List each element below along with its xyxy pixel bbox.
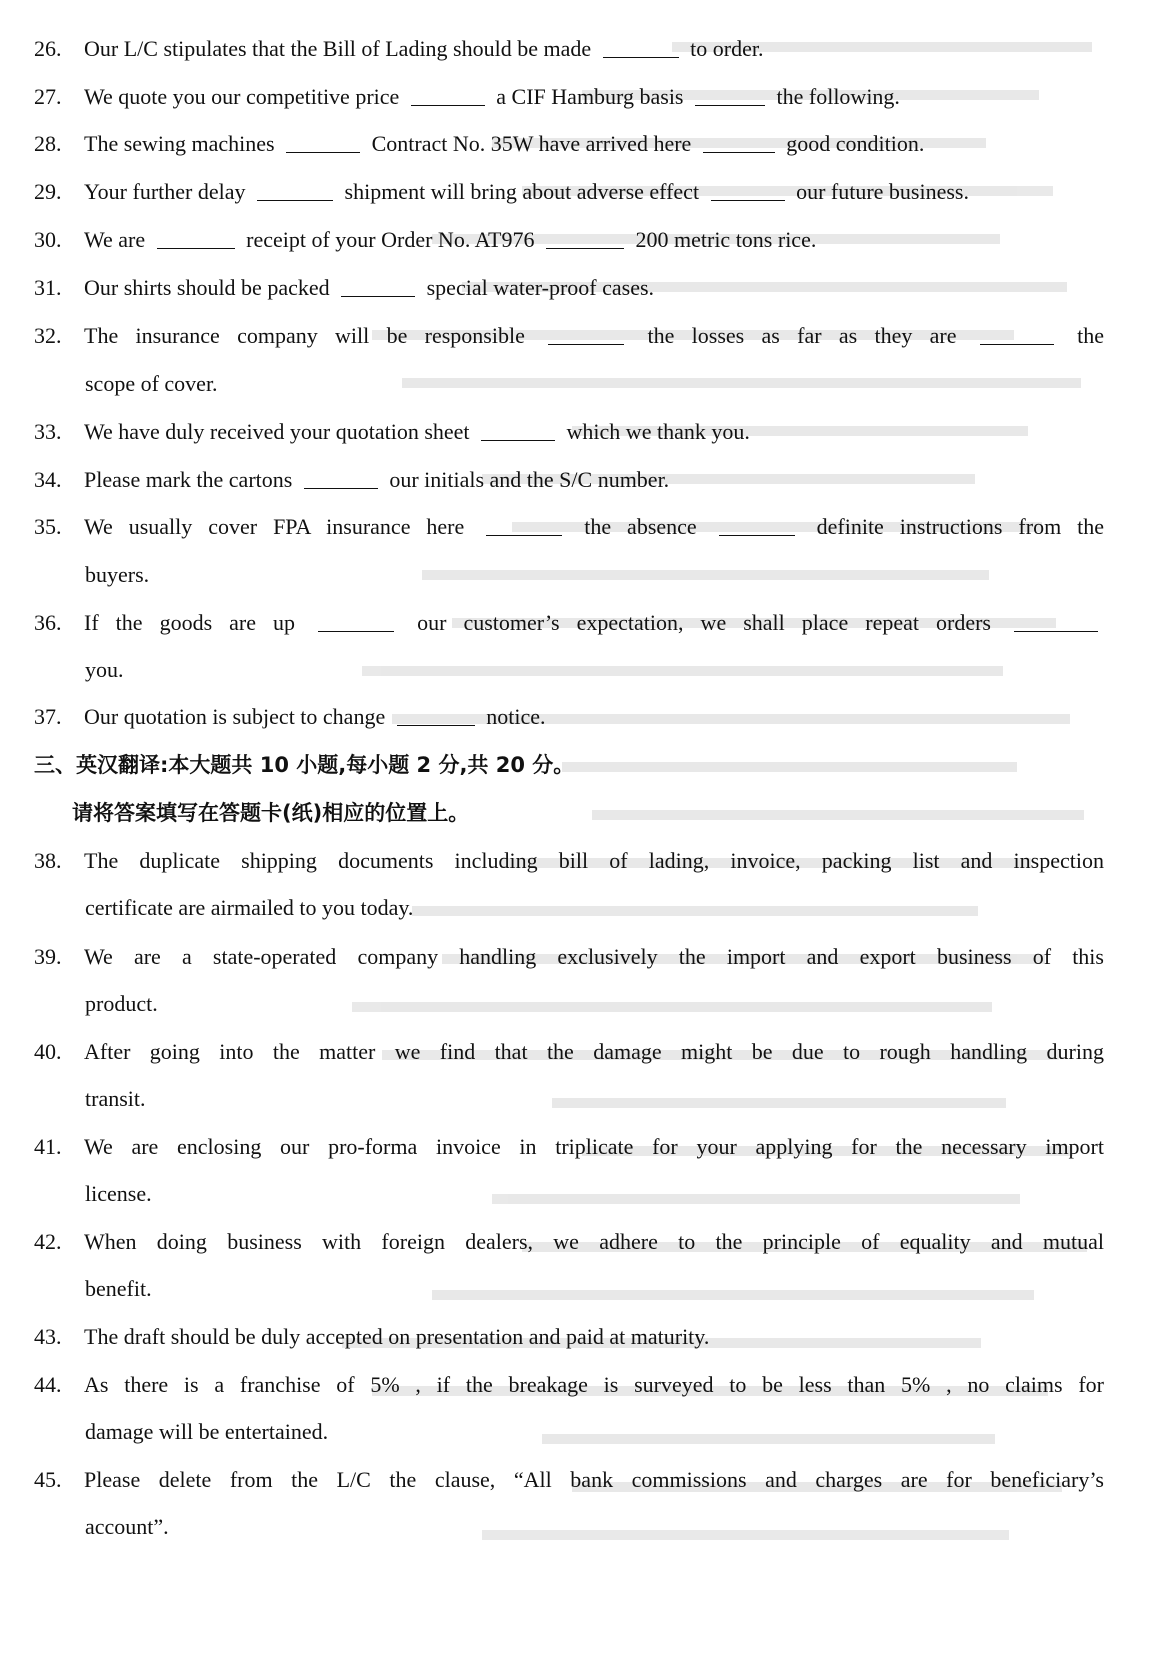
answer-blank[interactable] xyxy=(486,517,562,536)
question-35 xyxy=(34,514,1104,540)
question-text: If the goods are up xyxy=(84,610,296,635)
translation-item-45 xyxy=(34,1467,1104,1493)
question-number: 39. xyxy=(34,944,62,969)
question-text: our customer’s expectation, we shall place repeat orders xyxy=(417,610,991,635)
question-text: receipt of your Order No. AT976 xyxy=(246,227,535,252)
answer-blank[interactable] xyxy=(1014,613,1098,632)
question-number: 30. xyxy=(34,227,62,252)
question-number: 37. xyxy=(34,704,62,729)
translation-continuation: certificate are airmailed to you today. xyxy=(85,895,414,920)
question-number: 43. xyxy=(34,1324,62,1349)
translation-item-39 xyxy=(34,944,1104,970)
question-number: 38. xyxy=(34,848,62,873)
question-number: 28. xyxy=(34,131,62,156)
question-text: the following. xyxy=(776,84,900,109)
translation-sentence: After going into the matter we find that the damage might be due to rough handling during xyxy=(84,1039,1104,1064)
answer-blank[interactable] xyxy=(411,87,485,106)
question-number: 41. xyxy=(34,1134,62,1159)
answer-blank[interactable] xyxy=(546,230,624,249)
question-text: good condition. xyxy=(786,131,925,156)
question-28 xyxy=(34,131,1104,157)
section-instruction: 请将答案填写在答题卡(纸)相应的位置上。 xyxy=(72,801,470,825)
question-text: We quote you our competitive price xyxy=(84,84,400,109)
question-27 xyxy=(34,84,1104,110)
question-text: Your further delay xyxy=(84,179,246,204)
question-text: our future business. xyxy=(796,179,969,204)
question-number: 27. xyxy=(34,84,62,109)
question-37 xyxy=(34,704,1104,730)
question-text: the absence xyxy=(584,514,697,539)
question-text: notice. xyxy=(486,704,546,729)
translation-continuation: license. xyxy=(85,1181,152,1206)
question-text: The sewing machines xyxy=(84,131,275,156)
question-number: 36. xyxy=(34,610,62,635)
question-continuation: buyers. xyxy=(85,562,150,587)
translation-sentence: We are a state-operated company handling exclusively the import and export business of this xyxy=(84,944,1104,969)
answer-blank[interactable] xyxy=(603,39,679,58)
translation-item-38 xyxy=(34,848,1104,874)
question-text: Contract No. 35W have arrived here xyxy=(371,131,692,156)
translation-continuation: benefit. xyxy=(85,1276,152,1301)
answer-blank[interactable] xyxy=(703,134,775,153)
answer-blank[interactable] xyxy=(980,326,1054,345)
answer-blank[interactable] xyxy=(397,707,475,726)
section-title: 三、英汉翻译:本大题共 10 小题,每小题 2 分,共 20 分。 xyxy=(34,753,575,777)
translation-continuation: damage will be entertained. xyxy=(85,1419,329,1444)
translation-continuation: account”. xyxy=(85,1514,169,1539)
question-text: shipment will bring about adverse effect xyxy=(344,179,700,204)
translation-item-40 xyxy=(34,1039,1104,1065)
question-text: Our L/C stipulates that the Bill of Lading should be made xyxy=(84,36,592,61)
translation-item-42 xyxy=(34,1229,1104,1255)
translation-sentence: The duplicate shipping documents including bill of lading, invoice, packing list and inspection xyxy=(84,848,1104,873)
translation-item-43 xyxy=(34,1324,1104,1350)
question-continuation: scope of cover. xyxy=(85,371,218,396)
question-text: to order. xyxy=(690,36,764,61)
question-text: 200 metric tons rice. xyxy=(635,227,817,252)
question-text: our initials and the S/C number. xyxy=(389,467,670,492)
question-number: 29. xyxy=(34,179,62,204)
question-text: the xyxy=(1077,323,1105,348)
question-text: We usually cover FPA insurance here xyxy=(84,514,465,539)
question-text: The insurance company will be responsible xyxy=(84,323,525,348)
question-text: Our quotation is subject to change xyxy=(84,704,386,729)
question-text: Please mark the cartons xyxy=(84,467,293,492)
answer-blank[interactable] xyxy=(157,230,235,249)
question-text: definite instructions from the xyxy=(816,514,1105,539)
question-number: 31. xyxy=(34,275,62,300)
answer-blank[interactable] xyxy=(304,470,378,489)
question-text: special water-proof cases. xyxy=(426,275,655,300)
translation-item-41 xyxy=(34,1134,1104,1160)
translation-sentence: Please delete from the L/C the clause, “All bank commissions and charges are for beneficiary’s xyxy=(84,1467,1104,1492)
question-number: 44. xyxy=(34,1372,62,1397)
question-number: 40. xyxy=(34,1039,62,1064)
question-26 xyxy=(34,36,1104,62)
answer-blank[interactable] xyxy=(481,422,555,441)
answer-blank[interactable] xyxy=(548,326,624,345)
answer-blank[interactable] xyxy=(719,517,795,536)
translation-continuation: product. xyxy=(85,991,158,1016)
question-36 xyxy=(34,610,1104,636)
question-number: 32. xyxy=(34,323,62,348)
question-text: which we thank you. xyxy=(566,419,750,444)
question-32 xyxy=(34,323,1104,349)
question-text: We have duly received your quotation sheet xyxy=(84,419,470,444)
question-34 xyxy=(34,467,1104,493)
question-number: 45. xyxy=(34,1467,62,1492)
question-29 xyxy=(34,179,1104,205)
question-number: 42. xyxy=(34,1229,62,1254)
question-31 xyxy=(34,275,1104,301)
answer-blank[interactable] xyxy=(711,182,785,201)
translation-sentence: As there is a franchise of 5% , if the breakage is surveyed to be less than 5% , no claims for xyxy=(84,1372,1104,1397)
translation-continuation: transit. xyxy=(85,1086,146,1111)
answer-blank[interactable] xyxy=(318,613,394,632)
question-text: We are xyxy=(84,227,146,252)
question-text: a CIF Hamburg basis xyxy=(496,84,684,109)
answer-blank[interactable] xyxy=(341,278,415,297)
translation-sentence: When doing business with foreign dealers, we adhere to the principle of equality and mutual xyxy=(84,1229,1104,1254)
answer-blank[interactable] xyxy=(286,134,360,153)
answer-blank[interactable] xyxy=(695,87,765,106)
question-number: 33. xyxy=(34,419,62,444)
question-number: 26. xyxy=(34,36,62,61)
question-text: the losses as far as they are xyxy=(647,323,957,348)
translation-sentence: The draft should be duly accepted on presentation and paid at maturity. xyxy=(84,1324,710,1349)
question-continuation: you. xyxy=(85,657,124,682)
question-number: 34. xyxy=(34,467,62,492)
translation-item-44 xyxy=(34,1372,1104,1398)
question-30 xyxy=(34,227,1104,253)
question-33 xyxy=(34,419,1104,445)
answer-blank[interactable] xyxy=(257,182,333,201)
question-number: 35. xyxy=(34,514,62,539)
translation-sentence: We are enclosing our pro-forma invoice in triplicate for your applying for the necessary import xyxy=(84,1134,1104,1159)
question-text: Our shirts should be packed xyxy=(84,275,330,300)
